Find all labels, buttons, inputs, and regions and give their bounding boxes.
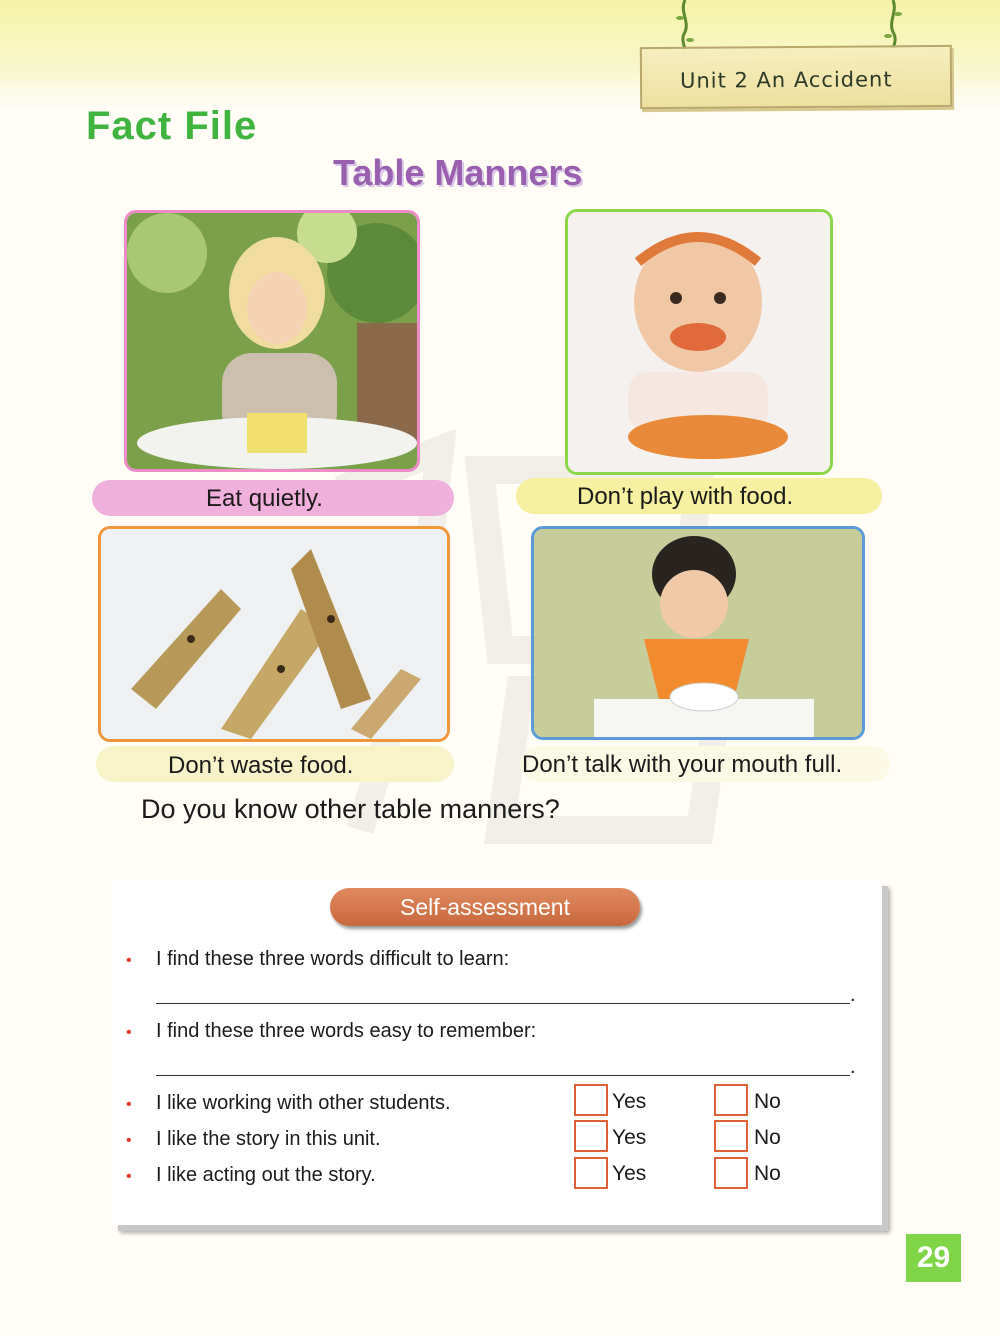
prompt-easy-words: I find these three words easy to remember: (156, 1020, 537, 1042)
bullet-icon: • (126, 1168, 132, 1185)
yes-checkbox[interactable] (574, 1157, 608, 1189)
yes-checkbox[interactable] (574, 1084, 608, 1116)
discussion-question: Do you know other table manners? (141, 794, 560, 824)
self-assessment-badge: Self-assessment (330, 888, 640, 926)
photo-girl-eating (124, 210, 420, 472)
unit-label: Unit 2 An Accident (679, 67, 893, 93)
yes-checkbox[interactable] (574, 1120, 608, 1152)
answer-line-easy[interactable] (156, 1075, 850, 1076)
no-label: No (754, 1126, 781, 1149)
item-like-story: I like the story in this unit. (156, 1128, 381, 1150)
period-mark: . (850, 984, 856, 1006)
period-mark: . (850, 1056, 856, 1078)
table-manners-subtitle: Table Manners (333, 152, 583, 193)
item-acting-out-story: I like acting out the story. (156, 1164, 376, 1186)
no-checkbox[interactable] (714, 1120, 748, 1152)
bullet-icon: • (126, 1132, 132, 1149)
photo-baby-spaghetti (565, 209, 833, 475)
bullet-icon: • (126, 952, 132, 969)
photo-child-mouth-full (531, 526, 865, 740)
no-label: No (754, 1090, 781, 1113)
caption-dont-talk-mouth-full: Don’t talk with your mouth full. (522, 751, 843, 778)
unit-sign (640, 45, 952, 109)
yes-label: Yes (612, 1090, 647, 1113)
no-checkbox[interactable] (714, 1157, 748, 1189)
caption-eat-quietly: Eat quietly. (206, 485, 323, 512)
prompt-difficult-words: I find these three words difficult to learn: (156, 948, 510, 970)
bullet-icon: • (126, 1096, 132, 1113)
yes-label: Yes (612, 1126, 647, 1149)
fact-file-title: Fact File (86, 104, 258, 148)
photo-wasted-food (98, 526, 450, 742)
item-working-with-students: I like working with other students. (156, 1092, 451, 1114)
page-number: 29 (906, 1234, 961, 1282)
yes-label: Yes (612, 1162, 647, 1185)
caption-dont-play-with-food: Don’t play with food. (577, 483, 794, 510)
no-checkbox[interactable] (714, 1084, 748, 1116)
caption-dont-waste-food: Don’t waste food. (168, 752, 354, 779)
no-label: No (754, 1162, 781, 1185)
answer-line-difficult[interactable] (156, 1003, 850, 1004)
bullet-icon: • (126, 1024, 132, 1041)
